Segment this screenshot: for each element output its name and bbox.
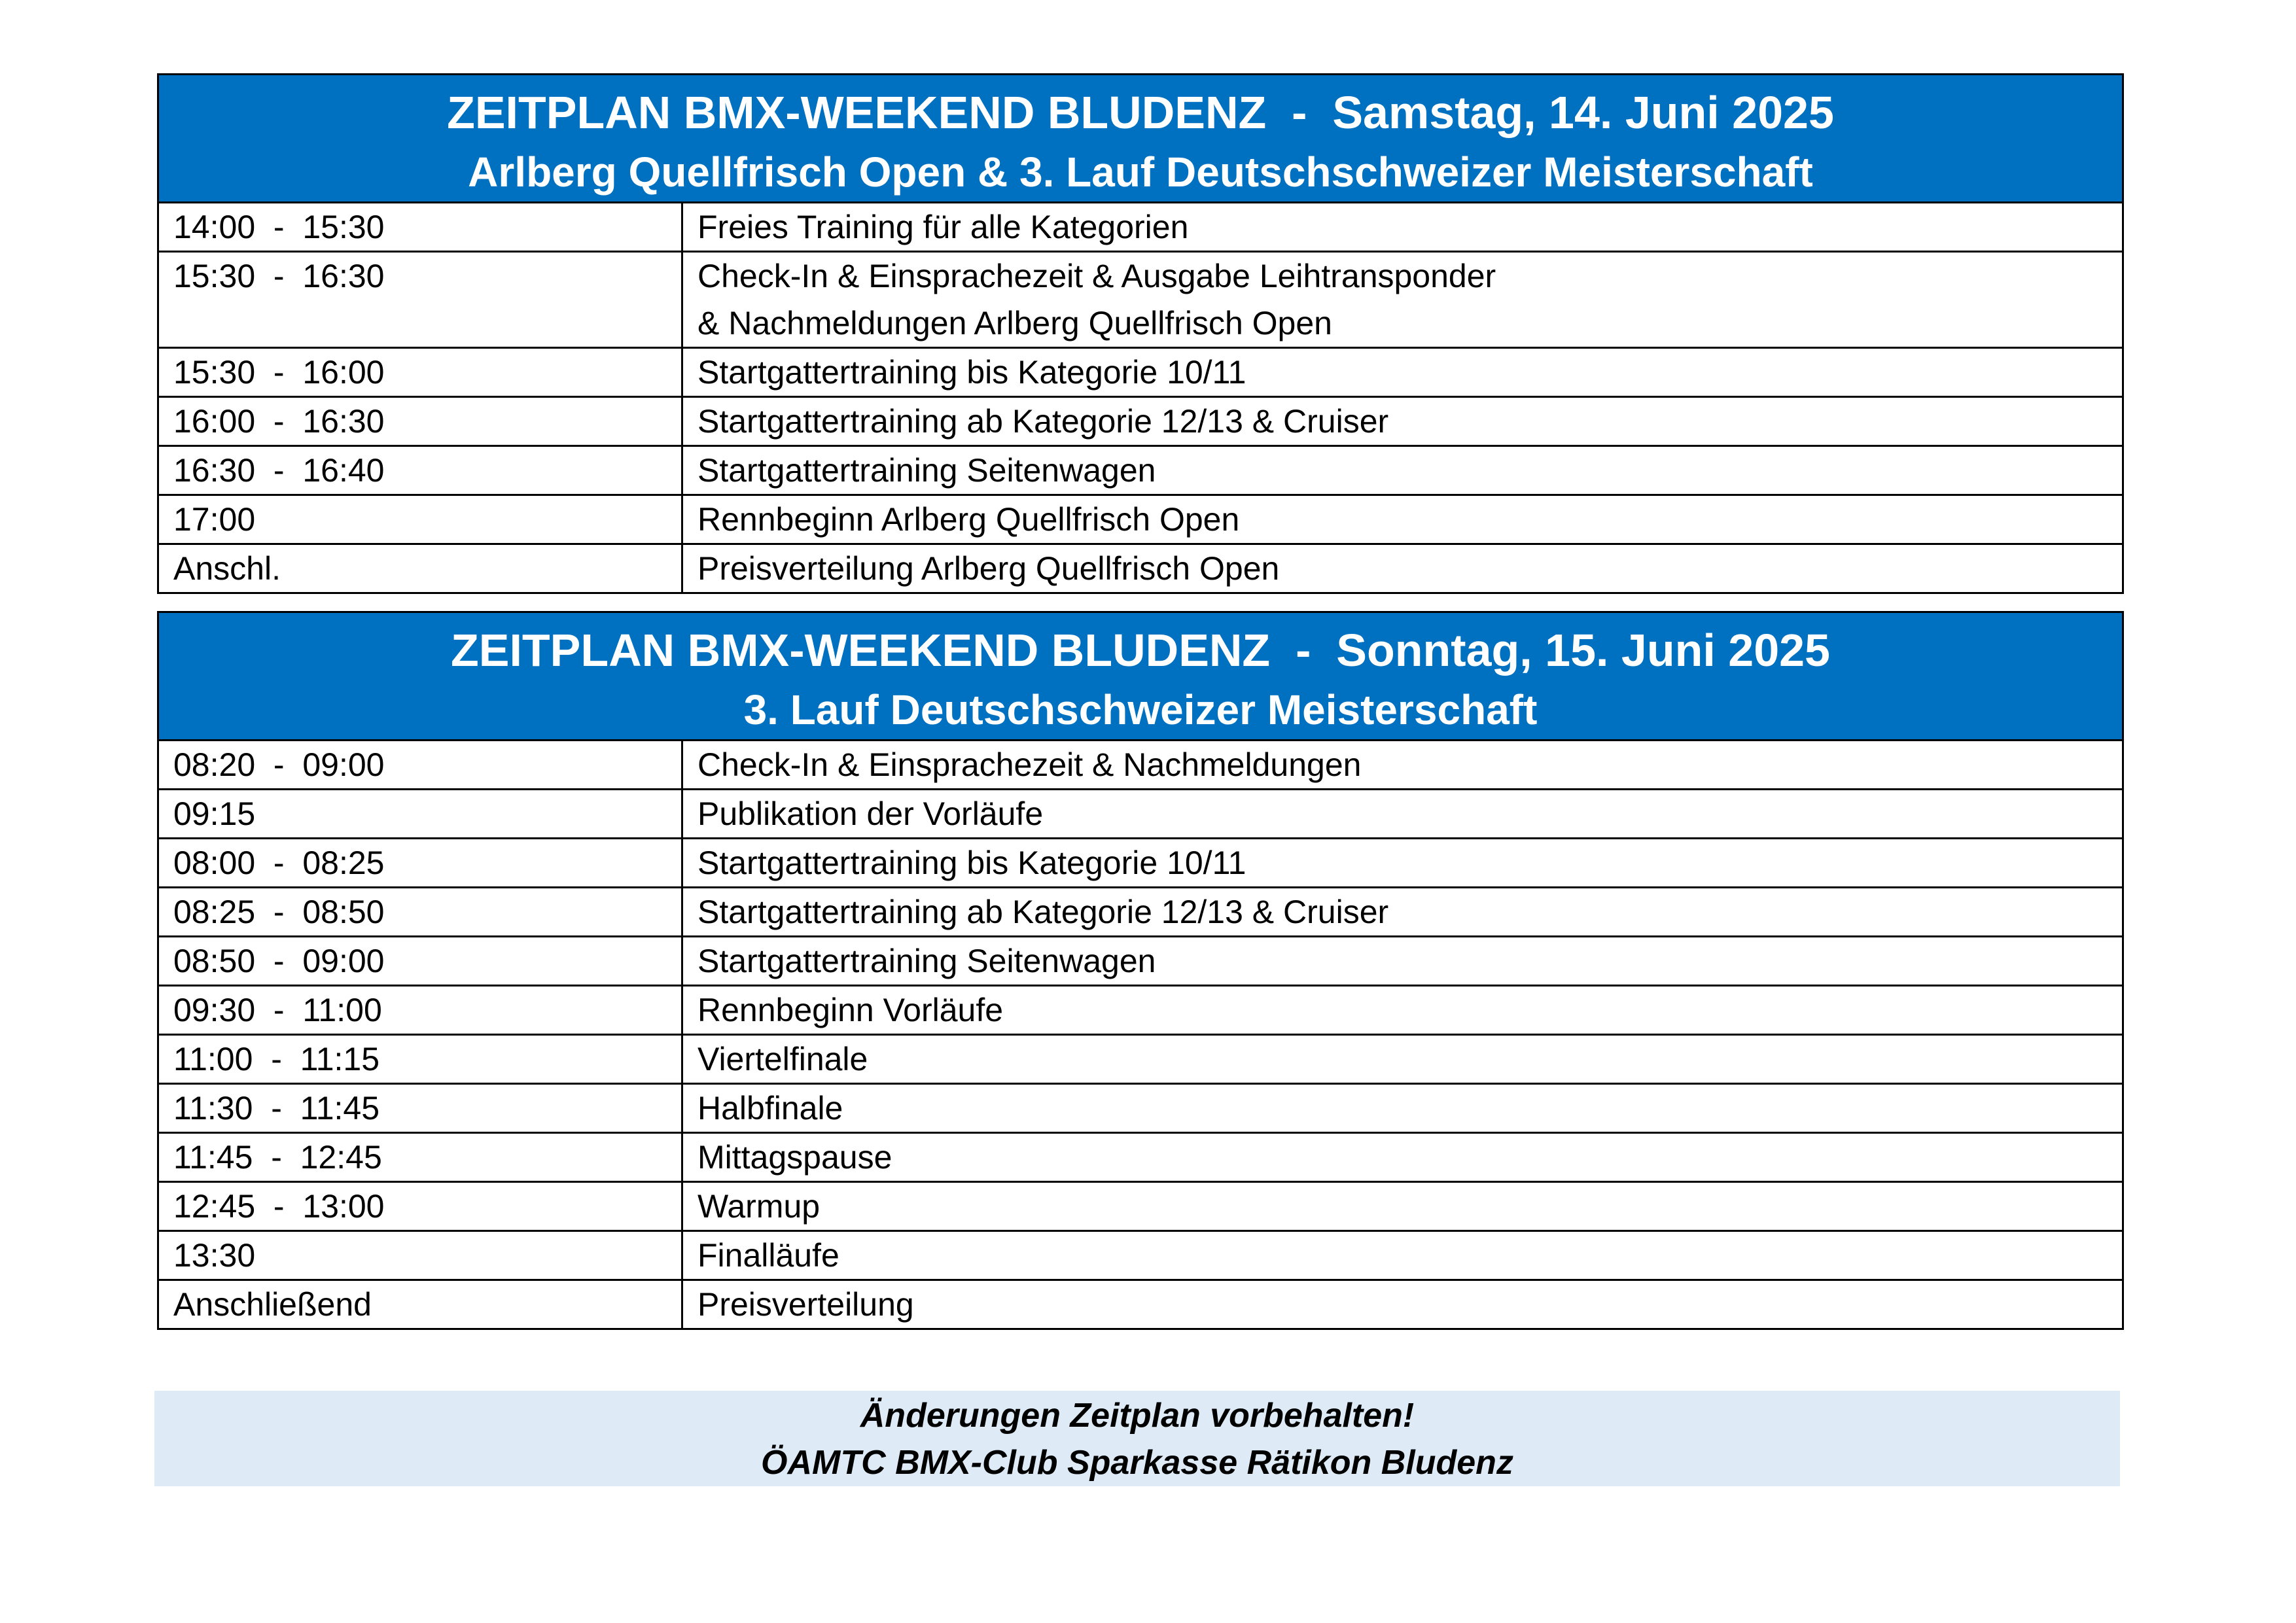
sunday-rows [159,741,2122,1328]
row-activity: Startgattertraining ab Kategorie 12/13 & Cruiser [698,403,1389,440]
row-time: 12:45 - 13:00 [159,1183,683,1230]
row-activity: Rennbeginn Arlberg Quellfrisch Open [698,501,1240,538]
schedule-row [159,1281,2122,1328]
saturday-header [159,75,2122,203]
row-time: 08:25 - 08:50 [159,888,683,935]
schedule-row [159,986,2122,1036]
sunday-title: ZEITPLAN BMX-WEEKEND BLUDENZ - Sonntag, 15. Juni 2025 [451,625,1830,676]
row-time: 09:30 - 11:00 [159,986,683,1034]
schedule-row [159,253,2122,349]
row-activity: Preisverteilung Arlberg Quellfrisch Open [698,550,1280,587]
row-time: 08:00 - 08:25 [159,839,683,886]
saturday-title: ZEITPLAN BMX-WEEKEND BLUDENZ - Samstag, 14. Juni 2025 [447,87,1834,138]
row-time: 08:20 - 09:00 [159,741,683,788]
sunday-header [159,613,2122,741]
schedule-row [159,1036,2122,1085]
row-activity: Viertelfinale [698,1041,868,1077]
row-activity: Publikation der Vorläufe [698,795,1044,832]
row-activity: Startgattertraining bis Kategorie 10/11 [698,845,1246,881]
footer-disclaimer: Änderungen Zeitplan vorbehalten! [860,1397,1415,1435]
row-time: 13:30 [159,1232,683,1279]
row-activity: Startgattertraining ab Kategorie 12/13 & Cruiser [698,894,1389,930]
row-time: Anschl. [159,545,683,592]
schedule-row [159,447,2122,496]
row-activity: Check-In & Einsprachezeit & Ausgabe Leihtransponder & Nachmeldungen Arlberg Quellfrisch Open [698,258,1496,341]
row-activity: Preisverteilung [698,1286,914,1323]
row-time: 16:00 - 16:30 [159,398,683,445]
schedule-row [159,1232,2122,1281]
saturday-schedule [157,73,2124,594]
row-activity: Halbfinale [698,1090,843,1126]
schedule-row [159,1183,2122,1232]
row-time: 08:50 - 09:00 [159,937,683,985]
saturday-subtitle: Arlberg Quellfrisch Open & 3. Lauf Deutschschweizer Meisterschaft [468,148,1813,196]
footer-note [154,1391,2120,1486]
row-time: 11:00 - 11:15 [159,1036,683,1083]
schedule-row [159,1134,2122,1183]
footer-club-name: ÖAMTC BMX-Club Sparkasse Rätikon Bludenz [761,1444,1513,1482]
row-time: Anschließend [159,1281,683,1328]
row-time: 11:30 - 11:45 [159,1085,683,1132]
row-activity: Check-In & Einsprachezeit & Nachmeldungen [698,746,1362,783]
row-activity: Finalläufe [698,1237,839,1274]
row-activity: Startgattertraining Seitenwagen [698,452,1156,489]
schedule-row [159,349,2122,398]
schedule-row [159,839,2122,888]
row-time: 09:15 [159,790,683,837]
schedule-row [159,398,2122,447]
row-time: 11:45 - 12:45 [159,1134,683,1181]
row-time: 17:00 [159,496,683,543]
saturday-rows [159,203,2122,592]
row-activity: Warmup [698,1188,821,1225]
row-time: 16:30 - 16:40 [159,447,683,494]
row-time: 15:30 - 16:30 [159,253,683,347]
row-time: 14:00 - 15:30 [159,203,683,251]
schedule-row [159,496,2122,545]
row-activity: Startgattertraining bis Kategorie 10/11 [698,354,1246,391]
sunday-subtitle: 3. Lauf Deutschschweizer Meisterschaft [743,686,1538,733]
row-activity: Mittagspause [698,1139,892,1176]
schedule-row [159,545,2122,592]
schedule-row [159,203,2122,253]
row-activity: Rennbeginn Vorläufe [698,992,1004,1028]
row-activity: Freies Training für alle Kategorien [698,209,1189,245]
schedule-row [159,790,2122,839]
row-activity: Startgattertraining Seitenwagen [698,943,1156,979]
row-time: 15:30 - 16:00 [159,349,683,396]
schedule-row [159,1085,2122,1134]
schedule-row [159,888,2122,937]
sunday-schedule [157,611,2124,1330]
schedule-row [159,741,2122,790]
schedule-row [159,937,2122,986]
